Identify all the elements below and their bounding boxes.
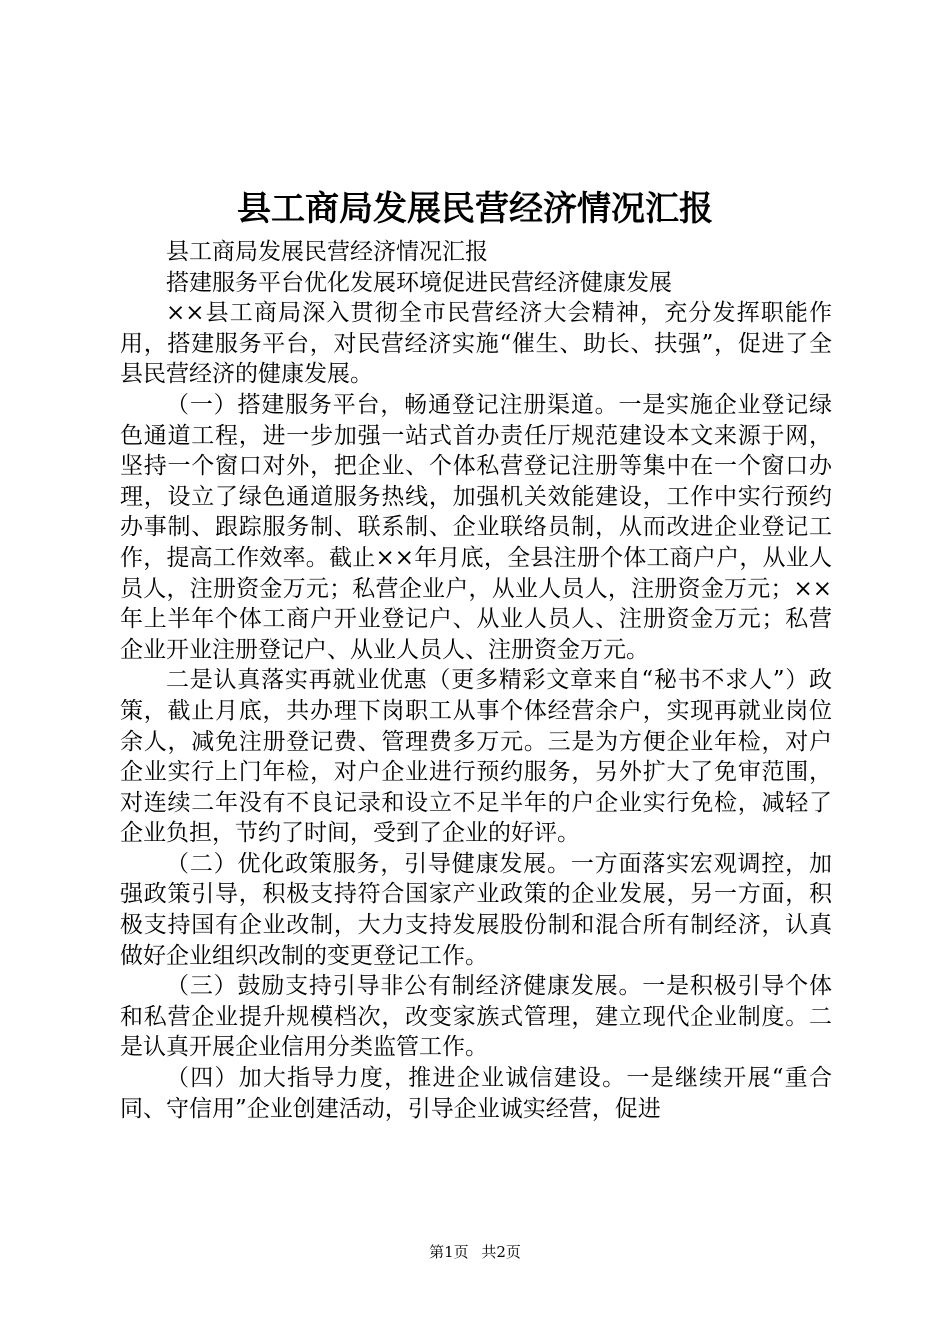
document-body [120, 237, 832, 1124]
page-number: 第1页 [429, 1243, 469, 1261]
section-four-paragraph: （四）加大指导力度，推进企业诚信建设。一是继续开展“重合同、守信用”企业创建活动，引导企业诚实经营，促进 [120, 1065, 832, 1122]
page-footer [0, 1242, 950, 1262]
subtitle-paragraph: 县工商局发展民营经济情况汇报 [166, 239, 488, 265]
section-two-paragraph: （二）优化政策服务，引导健康发展。一方面落实宏观调控，加强政策引导，积极支持符合国家产业政策的企业发展，另一方面，积极支持国有企业改制，大力支持发展股份制和混合所有制经济，认真做好企业组织改制的变更登记工作。 [120, 850, 832, 969]
document-title: 县工商局发展民营经济情况汇报 [237, 189, 713, 229]
section-one-continued-paragraph: 二是认真落实再就业优惠（更多精彩文章来自“秘书不求人”）政策，截止月底，共办理下岗职工从事个体经营余户，实现再就业岗位余人，减免注册登记费、管理费多万元。三是为方便企业年检，对户企业实行上门年检，对户企业进行预约服务，另外扩大了免审范围，对连续二年没有不良记录和设立不足半年的户企业实行免检，减轻了企业负担，节约了时间，受到了企业的好评。 [120, 667, 832, 847]
intro-paragraph: ××县工商局深入贯彻全市民营经济大会精神，充分发挥职能作用，搭建服务平台，对民营经济实施“催生、助长、扶强”，促进了全县民营经济的健康发展。 [120, 300, 832, 388]
theme-paragraph: 搭建服务平台优化发展环境促进民营经济健康发展 [166, 269, 672, 296]
section-one-paragraph: （一）搭建服务平台，畅通登记注册渠道。一是实施企业登记绿色通道工程，进一步加强一站式首办责任厅规范建设本文来源于网，坚持一个窗口对外，把企业、个体私营登记注册等集中在一个窗口办理，设立了绿色通道服务热线，加强机关效能建设，工作中实行预约办事制、跟踪服务制、联系制、企业联络员制，从而改进企业登记工作，提高工作效率。截止××年月底，全县注册个体工商户户，从业人员人，注册资金万元；私营企业户，从业人员人，注册资金万元；××年上半年个体工商户开业登记户、从业人员人、注册资金万元；私营企业开业注册登记户、从业人员人、注册资金万元。 [120, 391, 832, 663]
section-three-paragraph: （三）鼓励支持引导非公有制经济健康发展。一是积极引导个体和私营企业提升规模档次，改变家族式管理，建立现代企业制度。二是认真开展企业信用分类监管工作。 [120, 973, 832, 1061]
page-total: 共2页 [481, 1243, 521, 1261]
